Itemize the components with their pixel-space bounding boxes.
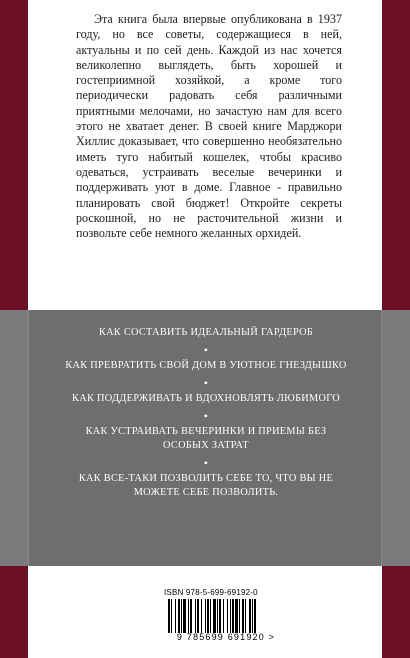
barcode-bar [239,599,240,633]
barcode-bar [205,599,206,633]
bullet-separator: • [203,456,209,470]
barcode-bar [175,599,176,633]
highlights-panel [28,310,382,566]
barcode-bars [168,599,284,633]
barcode-bar [201,599,202,633]
highlight-item: КАК СОСТАВИТЬ ИДЕАЛЬНЫЙ ГАРДЕРОБ [98,327,314,338]
barcode-bar [217,599,218,633]
barcode-bar [190,599,192,633]
barcode-bar [188,599,189,633]
barcode-bar [178,599,180,633]
barcode-bar [252,599,253,633]
isbn-number: ISBN 978-5-699-69192-0 [164,588,258,597]
barcode-bar [245,599,246,633]
barcode-digits: 9 785699 691920 > [176,632,276,642]
barcode-bar [249,599,251,633]
barcode-bar [235,599,238,633]
barcode-bar [232,599,234,633]
barcode-bar [181,599,182,633]
barcode-bar [223,599,224,633]
barcode-bar [183,599,186,633]
highlight-item: КАК ПРЕВРАТИТЬ СВОЙ ДОМ В УЮТНОЕ ГНЕЗДЫШКО [65,360,347,371]
bullet-separator: • [203,376,209,390]
barcode-bar [254,599,256,633]
barcode-bar [230,599,231,633]
barcode-bar [171,599,172,633]
isbn-barcode [162,588,290,650]
barcode-bar [197,599,199,633]
barcode-bar [210,599,211,633]
highlight-item: КАК УСТРАИВАТЬ ВЕЧЕРИНКИ И ПРИЕМЫ БЕЗ ОСОБЫХ ЗАТРАТ [85,426,327,451]
highlight-item: КАК ПОДДЕРЖИВАТЬ И ВДОХНОВЛЯТЬ ЛЮБИМОГО [72,393,340,404]
barcode-bar [219,599,221,633]
barcode-bar [207,599,209,633]
bullet-separator: • [203,343,209,357]
barcode-bar [227,599,228,633]
highlight-item: КАК ВСЕ-ТАКИ ПОЗВОЛИТЬ СЕБЕ ТО, ЧТО ВЫ НЕ МОЖЕТЕ СЕБЕ ПОЗВОЛИТЬ. [78,473,334,498]
highlights-list [29,326,383,500]
barcode-bar [242,599,244,633]
barcode-bar [195,599,196,633]
bullet-separator: • [203,409,209,423]
book-blurb: Эта книга была впервые опубликована в 1937 году, но все советы, содержащиеся в ней, актуальны и по сей день. Каждой из нас хочется великолепно выглядеть, быть хорошей и гостеприимной хозяйкой, а кроме того периодически радовать себя различными приятными мелочами, но зачастую нам для всего этого не хватает денег. В своей книге Марджори Хиллис доказывает, что совершенно необязательно иметь туго набитый кошелек, чтобы красиво одеваться, устраивать веселые вечеринки и поддерживать уют в доме. Главное - правильно планировать свой бюджет! Откройте секреты роскошной, но не расточительной жизни и позвольте себе немного желанных орхидей. [76,12,342,241]
barcode-bar [213,599,216,633]
highlights-band [0,310,410,566]
barcode-bar [168,599,170,633]
